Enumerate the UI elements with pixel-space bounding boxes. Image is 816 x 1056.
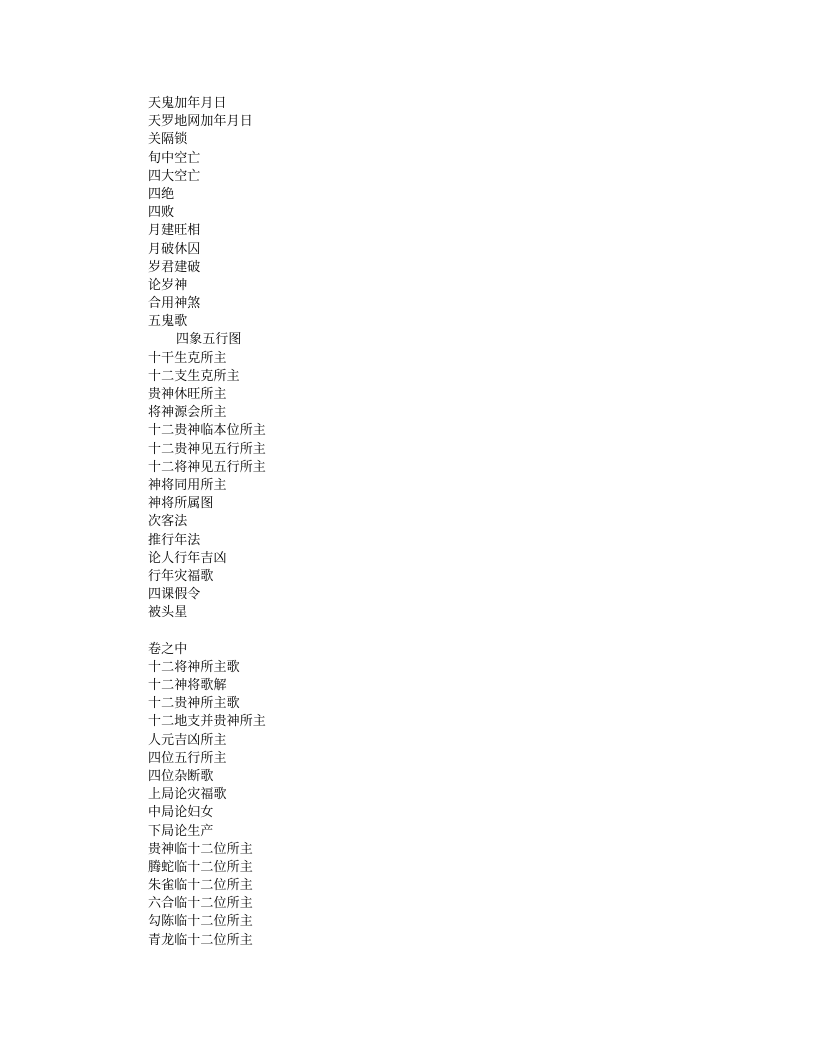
toc-entry: 月破休囚 — [148, 241, 201, 257]
toc-entry: 天罗地网加年月日 — [148, 114, 253, 130]
toc-entry: 推行年法 — [148, 532, 201, 548]
toc-entry: 上局论灾福歌 — [148, 787, 227, 803]
toc-entry: 神将所属图 — [148, 496, 214, 512]
toc-entry: 十干生克所主 — [148, 350, 227, 366]
toc-entry: 十二贵神所主歌 — [148, 696, 240, 712]
toc-entry: 天鬼加年月日 — [148, 96, 227, 111]
toc-entry: 中局论妇女 — [148, 805, 214, 821]
toc-entry: 四绝 — [148, 186, 175, 202]
toc-entry: 贵神休旺所主 — [148, 387, 227, 402]
toc-entry: 十二神将歌解 — [148, 678, 227, 693]
toc-entry: 十二将神所主歌 — [148, 659, 240, 675]
toc-entry: 十二支生克所主 — [148, 368, 240, 384]
toc-entry: 四位杂断歌 — [148, 768, 214, 784]
toc-entry: 六合临十二位所主 — [148, 896, 253, 912]
toc-entry: 勾陈临十二位所主 — [148, 914, 253, 930]
toc-entry: 十二将神见五行所主 — [148, 459, 266, 475]
toc-entry-indented: 四象五行图 — [176, 332, 242, 348]
toc-entry: 被头星 — [148, 605, 188, 621]
toc-entry: 人元吉凶所主 — [148, 732, 227, 748]
toc-entry: 论人行年吉凶 — [148, 550, 227, 566]
section-heading: 卷之中 — [148, 641, 188, 657]
toc-entry: 关隔锁 — [148, 132, 188, 148]
toc-entry: 十二贵神临本位所主 — [148, 423, 266, 439]
toc-entry: 四大空亡 — [148, 168, 201, 184]
toc-entry: 朱雀临十二位所主 — [148, 878, 253, 894]
toc-entry: 十二贵神见五行所主 — [148, 441, 266, 457]
toc-entry: 神将同用所主 — [148, 477, 227, 493]
toc-entry: 四败 — [148, 205, 175, 221]
toc-entry: 月建旺相 — [148, 223, 201, 239]
toc-entry: 下局论生产 — [148, 823, 214, 839]
blank-line — [148, 622, 708, 640]
toc-entry: 腾蛇临十二位所主 — [148, 859, 253, 875]
toc-entry: 贵神临十二位所主 — [148, 841, 253, 857]
toc-entry: 十二地支并贵神所主 — [148, 714, 266, 730]
table-of-contents — [148, 95, 708, 950]
toc-entry: 旬中空亡 — [148, 150, 201, 166]
toc-entry: 四位五行所主 — [148, 750, 227, 766]
toc-entry: 将神源会所主 — [148, 405, 227, 421]
toc-entry: 次客法 — [148, 514, 188, 530]
toc-entry: 行年灾福歌 — [148, 568, 214, 584]
toc-entry: 青龙临十二位所主 — [148, 932, 253, 948]
toc-entry: 论岁神 — [148, 277, 188, 293]
toc-entry: 合用神煞 — [148, 296, 201, 312]
toc-entry: 四课假令 — [148, 587, 201, 603]
toc-entry: 五鬼歌 — [148, 314, 188, 330]
toc-entry: 岁君建破 — [148, 259, 201, 275]
